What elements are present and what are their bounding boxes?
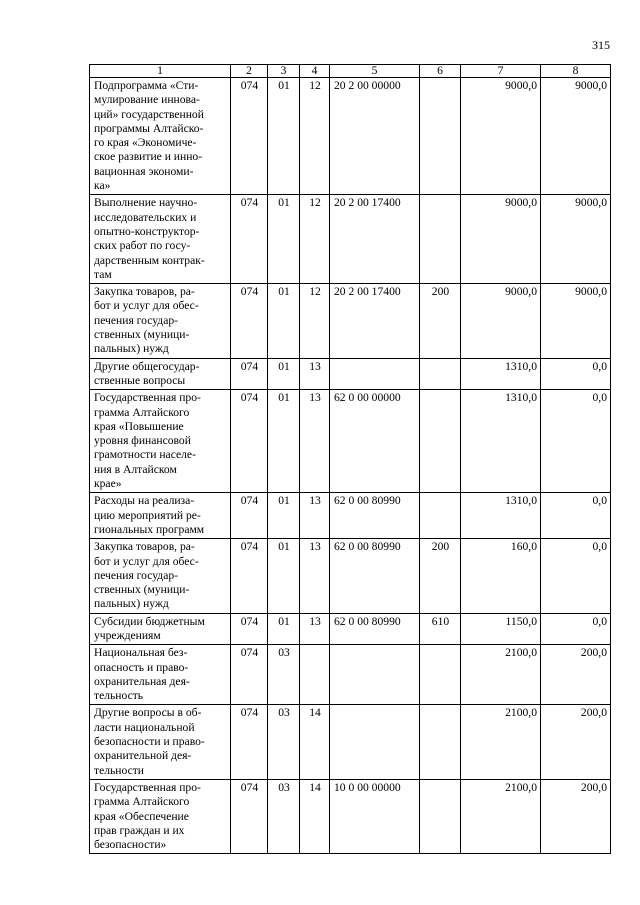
cell-amount-1: 9000,0 <box>461 78 541 195</box>
column-header: 8 <box>541 65 611 78</box>
cell-section: 01 <box>268 78 300 195</box>
cell-amount-2: 0,0 <box>541 613 611 645</box>
cell-ministry: 074 <box>231 390 268 493</box>
table-row <box>90 284 611 358</box>
row-name: Подпрограмма «Сти- мулирование иннова- ций» государственной программы Алтайско- го края «Экономиче- ское развитие и инно- вационная экономи- ка» <box>90 78 231 195</box>
row-name: Национальная без- опасность и право- охранительная дея- тельность <box>90 645 231 705</box>
cell-ministry: 074 <box>231 78 268 195</box>
cell-amount-2: 0,0 <box>541 390 611 493</box>
header-row <box>90 65 611 78</box>
cell-amount-1: 1150,0 <box>461 613 541 645</box>
table-row <box>90 539 611 613</box>
cell-amount-1: 2100,0 <box>461 779 541 853</box>
cell-amount-1: 1310,0 <box>461 390 541 493</box>
cell-subsection: 14 <box>300 705 330 779</box>
row-name: Закупка товаров, ра- бот и услуг для обес- печения государ- ственных (муници- пальных) нужд <box>90 539 231 613</box>
cell-amount-2: 9000,0 <box>541 195 611 284</box>
cell-ministry: 074 <box>231 705 268 779</box>
table-row <box>90 779 611 853</box>
cell-expense-type <box>420 390 461 493</box>
table-row <box>90 195 611 284</box>
cell-amount-2: 9000,0 <box>541 78 611 195</box>
cell-expense-type: 200 <box>420 284 461 358</box>
cell-section: 03 <box>268 705 300 779</box>
column-header: 1 <box>90 65 231 78</box>
row-name: Закупка товаров, ра- бот и услуг для обес- печения государ- ственных (муници- пальных) нужд <box>90 284 231 358</box>
cell-ministry: 074 <box>231 539 268 613</box>
cell-amount-2: 0,0 <box>541 539 611 613</box>
table-row <box>90 493 611 539</box>
cell-target-article <box>330 358 420 390</box>
cell-ministry: 074 <box>231 493 268 539</box>
cell-subsection: 13 <box>300 493 330 539</box>
cell-target-article: 62 0 00 80990 <box>330 539 420 613</box>
cell-section: 03 <box>268 645 300 705</box>
cell-ministry: 074 <box>231 195 268 284</box>
table-row <box>90 705 611 779</box>
cell-target-article <box>330 705 420 779</box>
cell-ministry: 074 <box>231 613 268 645</box>
column-header: 3 <box>268 65 300 78</box>
cell-expense-type <box>420 705 461 779</box>
column-header: 5 <box>330 65 420 78</box>
cell-subsection: 13 <box>300 539 330 613</box>
table-row <box>90 645 611 705</box>
cell-amount-1: 9000,0 <box>461 195 541 284</box>
cell-target-article: 62 0 00 00000 <box>330 390 420 493</box>
cell-target-article: 20 2 00 17400 <box>330 284 420 358</box>
cell-amount-1: 9000,0 <box>461 284 541 358</box>
cell-ministry: 074 <box>231 645 268 705</box>
column-header: 4 <box>300 65 330 78</box>
column-header: 2 <box>231 65 268 78</box>
cell-subsection: 13 <box>300 390 330 493</box>
cell-target-article: 20 2 00 00000 <box>330 78 420 195</box>
row-name: Выполнение научно- исследовательских и опытно-конструктор- ских работ по госу- дарственным контрак- там <box>90 195 231 284</box>
cell-section: 01 <box>268 195 300 284</box>
cell-amount-2: 9000,0 <box>541 284 611 358</box>
cell-target-article: 62 0 00 80990 <box>330 613 420 645</box>
cell-amount-1: 1310,0 <box>461 493 541 539</box>
cell-amount-1: 1310,0 <box>461 358 541 390</box>
cell-amount-1: 2100,0 <box>461 705 541 779</box>
cell-amount-1: 160,0 <box>461 539 541 613</box>
cell-amount-2: 200,0 <box>541 779 611 853</box>
cell-subsection: 14 <box>300 779 330 853</box>
row-name: Расходы на реализа- цию мероприятий ре- гиональных программ <box>90 493 231 539</box>
column-header: 6 <box>420 65 461 78</box>
cell-section: 01 <box>268 613 300 645</box>
row-name: Государственная про- грамма Алтайского края «Повышение уровня финансовой грамотности населе- ния в Алтайском крае» <box>90 390 231 493</box>
cell-subsection: 13 <box>300 358 330 390</box>
table-row <box>90 390 611 493</box>
cell-amount-1: 2100,0 <box>461 645 541 705</box>
cell-target-article <box>330 645 420 705</box>
cell-ministry: 074 <box>231 358 268 390</box>
page-number: 315 <box>592 38 610 52</box>
cell-ministry: 074 <box>231 779 268 853</box>
cell-expense-type <box>420 645 461 705</box>
cell-subsection: 12 <box>300 284 330 358</box>
row-name: Государственная про- грамма Алтайского края «Обеспечение прав граждан и их безопасности» <box>90 779 231 853</box>
cell-amount-2: 200,0 <box>541 645 611 705</box>
cell-subsection: 13 <box>300 613 330 645</box>
table-row <box>90 78 611 195</box>
cell-target-article: 62 0 00 80990 <box>330 493 420 539</box>
cell-target-article: 20 2 00 17400 <box>330 195 420 284</box>
cell-amount-2: 0,0 <box>541 493 611 539</box>
cell-subsection: 12 <box>300 195 330 284</box>
cell-target-article: 10 0 00 00000 <box>330 779 420 853</box>
cell-section: 01 <box>268 539 300 613</box>
table-row <box>90 358 611 390</box>
cell-expense-type <box>420 493 461 539</box>
cell-section: 01 <box>268 493 300 539</box>
cell-section: 03 <box>268 779 300 853</box>
row-name: Другие общегосудар- ственные вопросы <box>90 358 231 390</box>
cell-ministry: 074 <box>231 284 268 358</box>
cell-expense-type: 200 <box>420 539 461 613</box>
cell-amount-2: 200,0 <box>541 705 611 779</box>
budget-table <box>89 64 611 854</box>
cell-subsection: 12 <box>300 78 330 195</box>
cell-expense-type <box>420 779 461 853</box>
cell-expense-type <box>420 358 461 390</box>
row-name: Другие вопросы в об- ласти национальной безопасности и право- охранительной дея- тельности <box>90 705 231 779</box>
cell-expense-type <box>420 195 461 284</box>
column-header: 7 <box>461 65 541 78</box>
table-row <box>90 613 611 645</box>
cell-amount-2: 0,0 <box>541 358 611 390</box>
cell-subsection <box>300 645 330 705</box>
cell-expense-type <box>420 78 461 195</box>
cell-section: 01 <box>268 284 300 358</box>
cell-section: 01 <box>268 358 300 390</box>
row-name: Субсидии бюджетным учреждениям <box>90 613 231 645</box>
cell-section: 01 <box>268 390 300 493</box>
cell-expense-type: 610 <box>420 613 461 645</box>
